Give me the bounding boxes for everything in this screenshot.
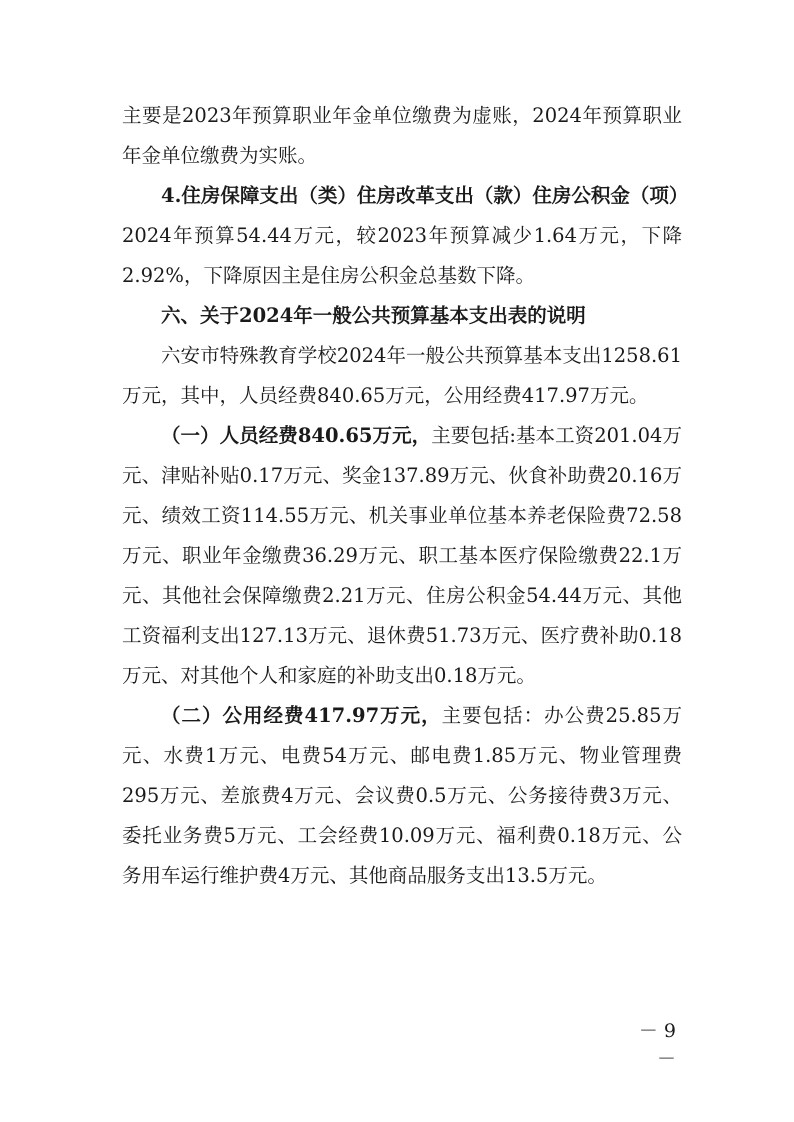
section-heading-basic-expenditure: 六、关于2024年一般公共预算基本支出表的说明 [161,304,586,327]
document-body [122,96,689,896]
public-expenses-heading: （二）公用经费417.97万元， [161,704,442,727]
paragraph-housing-fund [122,176,689,296]
housing-fund-heading: 4.住房保障支出（类）住房改革支出（款）住房公积金（项） [161,184,689,207]
paragraph-personnel-expenses [122,416,682,696]
personnel-expenses-heading: （一）人员经费840.65万元， [161,424,432,447]
personnel-expenses-text: 主要包括:基本工资201.04万元、津贴补贴0.17万元、奖金137.89万元、伙食补助费20.16万元、绩效工资114.55万元、机关事业单位基本养老保险费72.58万元、职业年金缴费36.29万元、职工基本医疗保险缴费22.1万元、其他社会保障缴费2.21万元、住房公积金54.44万元、其他工资福利支出127.13万元、退休费51.73万元、医疗费补助0.18万元、对其他个人和家庭的补助支出0.18万元。 [122,424,682,687]
paragraph-pension-note: 主要是2023年预算职业年金单位缴费为虚账，2024年预算职业年金单位缴费为实账。 [122,104,682,167]
housing-fund-text: 2024年预算54.44万元，较2023年预算减少1.64万元，下降2.92%，下降原因主是住房公积金总基数下降。 [122,224,682,287]
public-expenses-text: 主要包括：办公费25.85万元、水费1万元、电费54万元、邮电费1.85万元、物业管理费295万元、差旅费4万元、会议费0.5万元、公务接待费3万元、委托业务费5万元、工会经费10.09万元、福利费0.18万元、公务用车运行维护费4万元、其他商品服务支出13.5万元。 [122,704,682,887]
paragraph-public-expenses [122,696,682,896]
paragraph-basic-expenditure-summary: 六安市特殊教育学校2024年一般公共预算基本支出1258.61万元，其中，人员经费840.65万元，公用经费417.97万元。 [122,344,682,407]
page-number: － 9 － [638,1020,676,1070]
